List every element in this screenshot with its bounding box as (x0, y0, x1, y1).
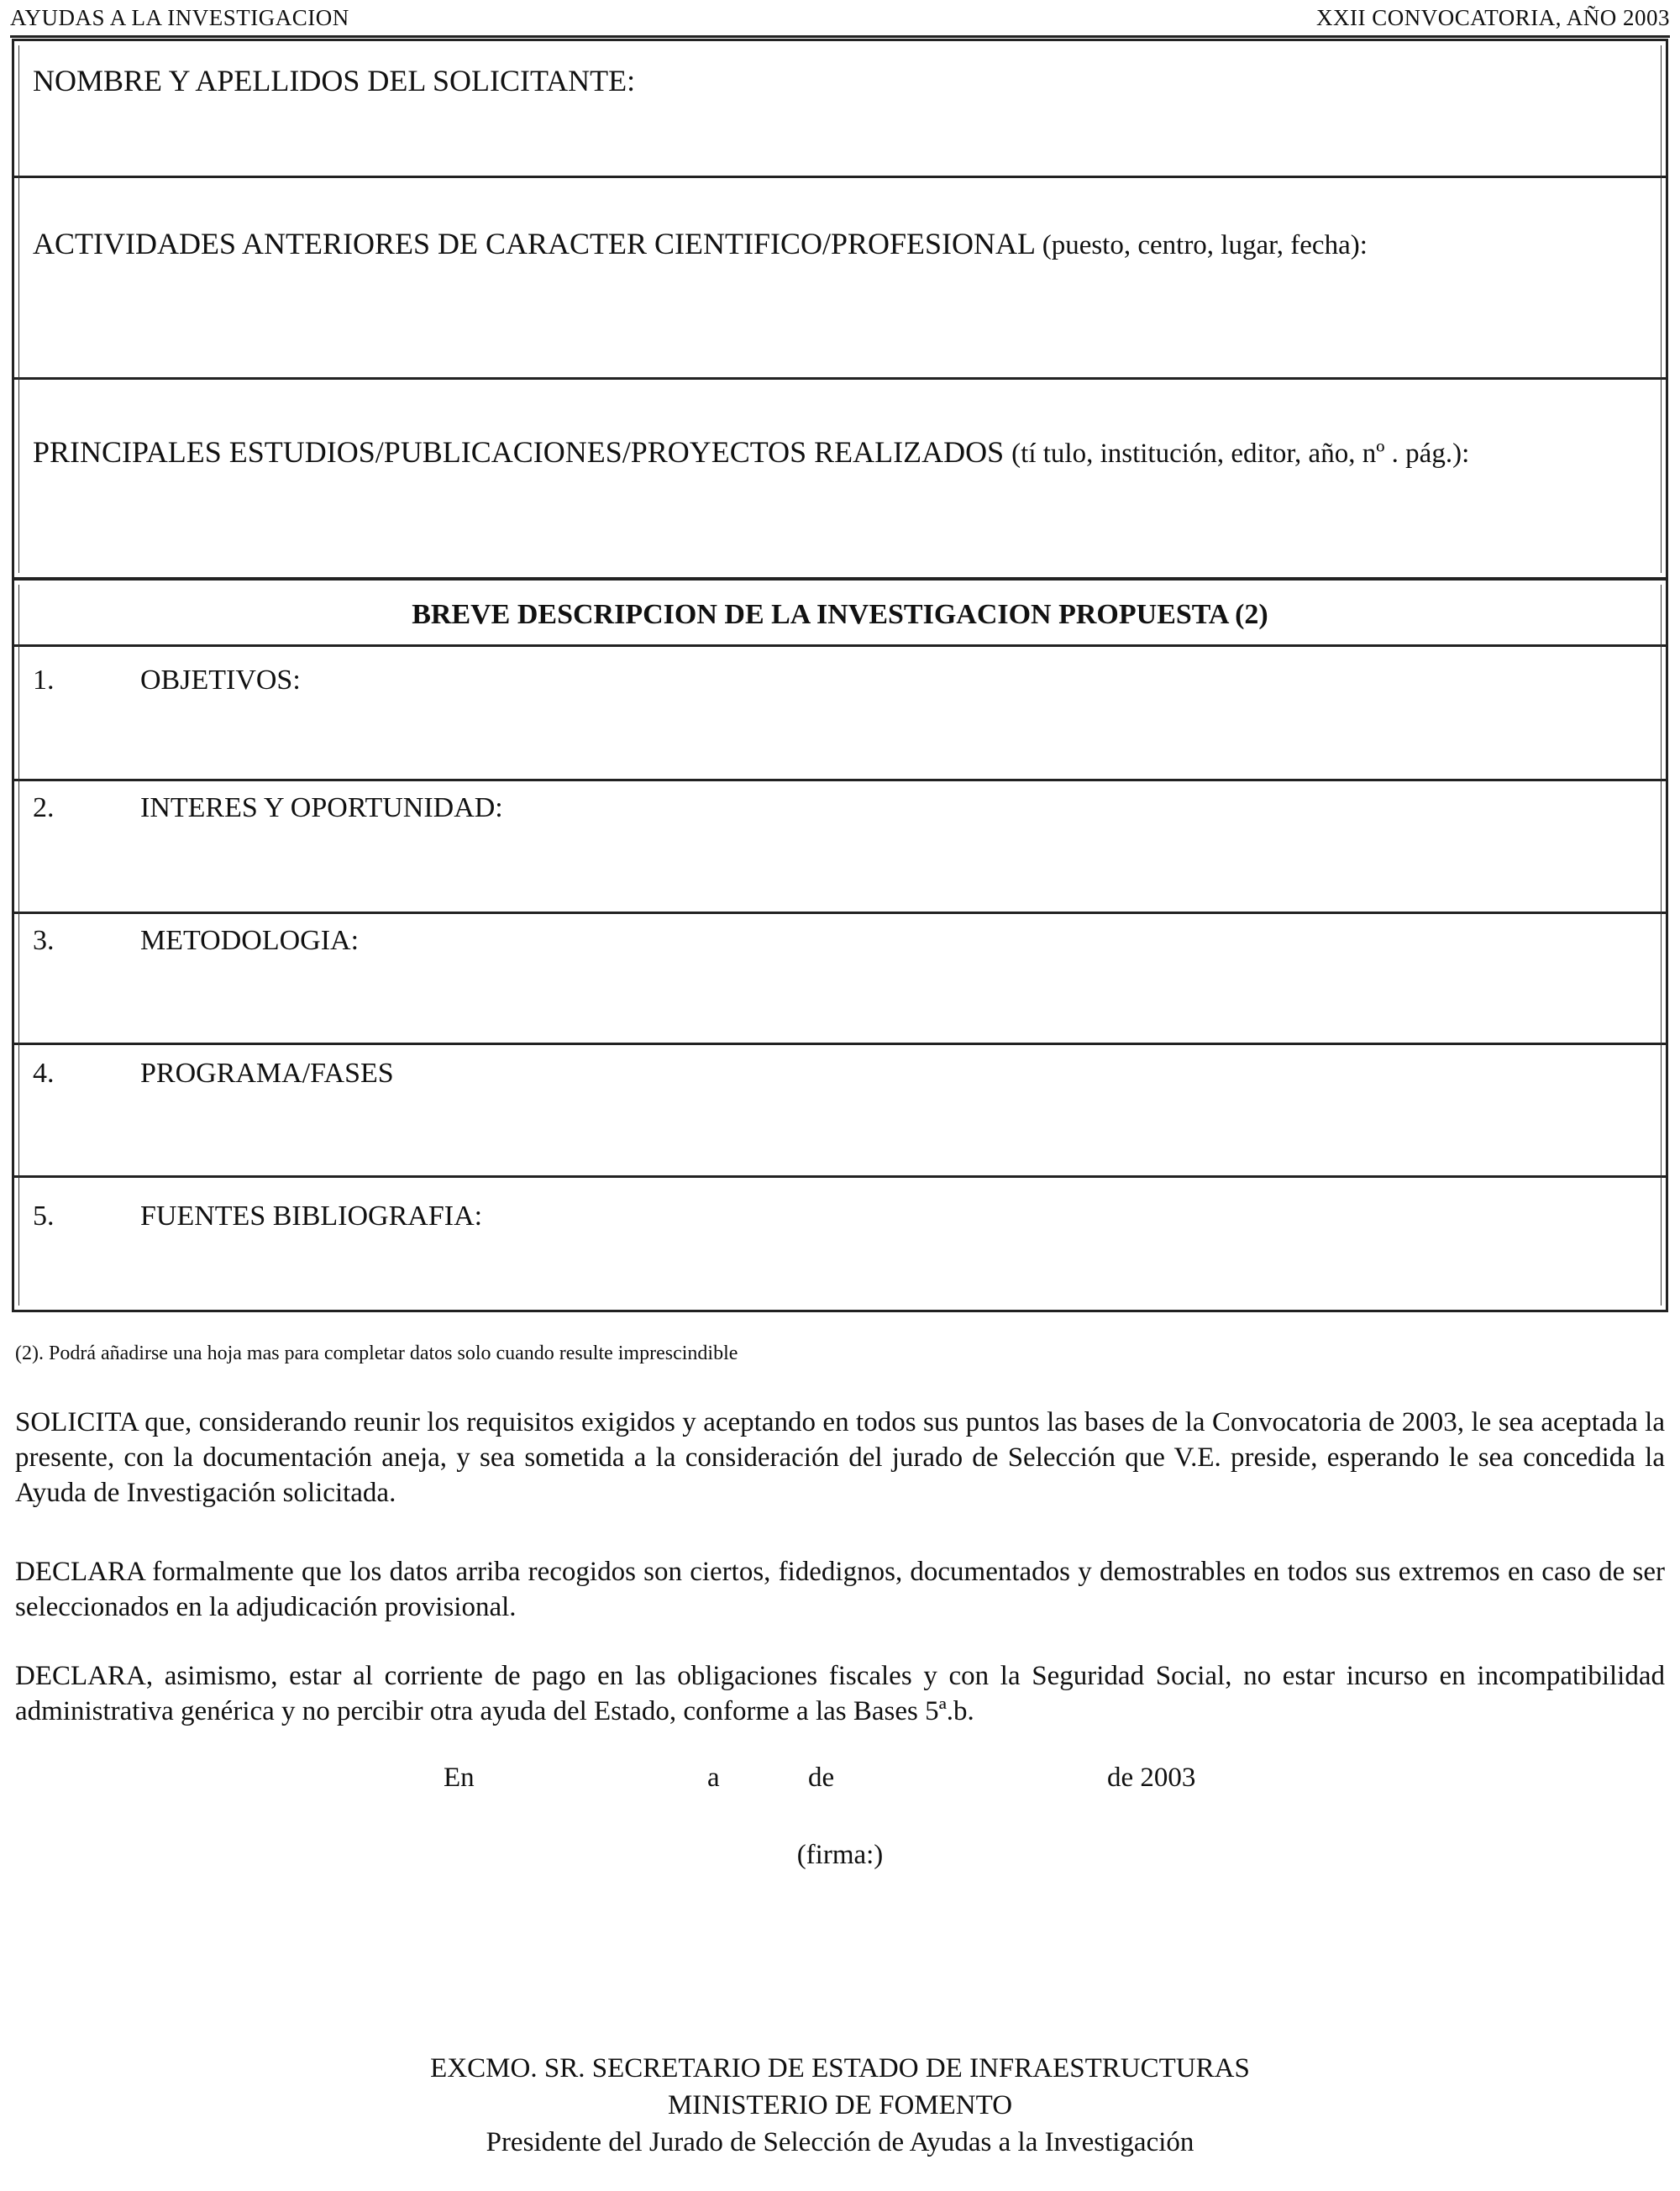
programa-field[interactable] (14, 1043, 1666, 1178)
declara-asimismo-paragraph: DECLARA, asimismo, estar al corriente de pago en las obligaciones fiscales y con la Seguridad Social, no estar incurso en incompatibilidad administrativa genérica y no percibir otra ayuda del Estado, conforme a las Bases 5ª.b. (15, 1661, 1665, 1726)
nombre-label: NOMBRE Y APELLIDOS DEL SOLICITANTE: (33, 64, 636, 97)
estudios-label (33, 434, 1469, 470)
actividades-label (33, 226, 1368, 261)
declara-paragraph: DECLARA formalmente que los datos arriba recogidos son ciertos, fidedignos, documentados y demostrables en todos sus extremos en caso de ser seleccionados en la adjudicación provisional. (15, 1557, 1665, 1622)
descripcion-section (12, 578, 1668, 1312)
fuentes-field[interactable] (14, 1175, 1666, 1310)
fuentes-label: FUENTES BIBLIOGRAFIA: (140, 1201, 483, 1232)
header-rule (10, 35, 1670, 38)
footnote: (2). Podrá añadirse una hoja mas para completar datos solo cuando resulte imprescindible (15, 1342, 738, 1364)
header-right-title: XXII CONVOCATORIA, AÑO 2003 (1315, 5, 1670, 30)
date-en: En (444, 1763, 475, 1793)
item-number: 4. (33, 1058, 55, 1089)
actividades-field[interactable] (14, 176, 1666, 380)
estudios-hint: (tí tulo, institución, editor, año, nº . pág.): (1011, 439, 1470, 469)
actividades-title: ACTIVIDADES ANTERIORES DE CARACTER CIENTIFICO/PROFESIONAL (33, 227, 1035, 260)
addressee-title: EXCMO. SR. SECRETARIO DE ESTADO DE INFRAESTRUCTURAS (430, 2053, 1250, 2083)
metodologia-label: METODOLOGIA: (140, 925, 360, 956)
item-number: 5. (33, 1201, 55, 1232)
interes-field[interactable] (14, 779, 1666, 914)
applicant-section (12, 39, 1668, 580)
estudios-title: PRINCIPALES ESTUDIOS/PUBLICACIONES/PROYECTOS REALIZADOS (33, 435, 1005, 469)
item-number: 1. (33, 665, 55, 696)
metodologia-field[interactable] (14, 912, 1666, 1045)
date-a: a (707, 1763, 720, 1793)
signature-label: (firma:) (796, 1840, 884, 1870)
objetivos-field[interactable] (14, 644, 1666, 781)
programa-label: PROGRAMA/FASES (140, 1058, 394, 1089)
interes-label: INTERES Y OPORTUNIDAD: (140, 792, 503, 823)
nombre-field[interactable] (14, 41, 1666, 178)
solicita-paragraph: SOLICITA que, considerando reunir los requisitos exigidos y aceptando en todos sus puntos las bases de la Convocatoria de 2003, le sea aceptada la presente, con la documentación aneja, y sea sometida a la consideración del jurado de Selección que V.E. preside, esperando le sea concedida la Ayuda de Investigación solicitada. (15, 1407, 1665, 1508)
descripcion-heading: BREVE DESCRIPCION DE LA INVESTIGACION PROPUESTA (2) (412, 599, 1268, 630)
date-de: de (808, 1763, 835, 1793)
addressee-role: Presidente del Jurado de Selección de Ayudas a la Investigación (486, 2127, 1194, 2157)
descripcion-heading-row (14, 581, 1666, 647)
addressee-ministry: MINISTERIO DE FOMENTO (667, 2090, 1013, 2120)
estudios-field[interactable] (14, 377, 1666, 577)
header-left-title: AYUDAS A LA INVESTIGACION (10, 5, 349, 30)
objetivos-label: OBJETIVOS: (140, 665, 301, 696)
date-year: de 2003 (1107, 1763, 1196, 1793)
item-number: 2. (33, 792, 55, 823)
item-number: 3. (33, 925, 55, 956)
actividades-hint: (puesto, centro, lugar, fecha): (1042, 230, 1368, 260)
